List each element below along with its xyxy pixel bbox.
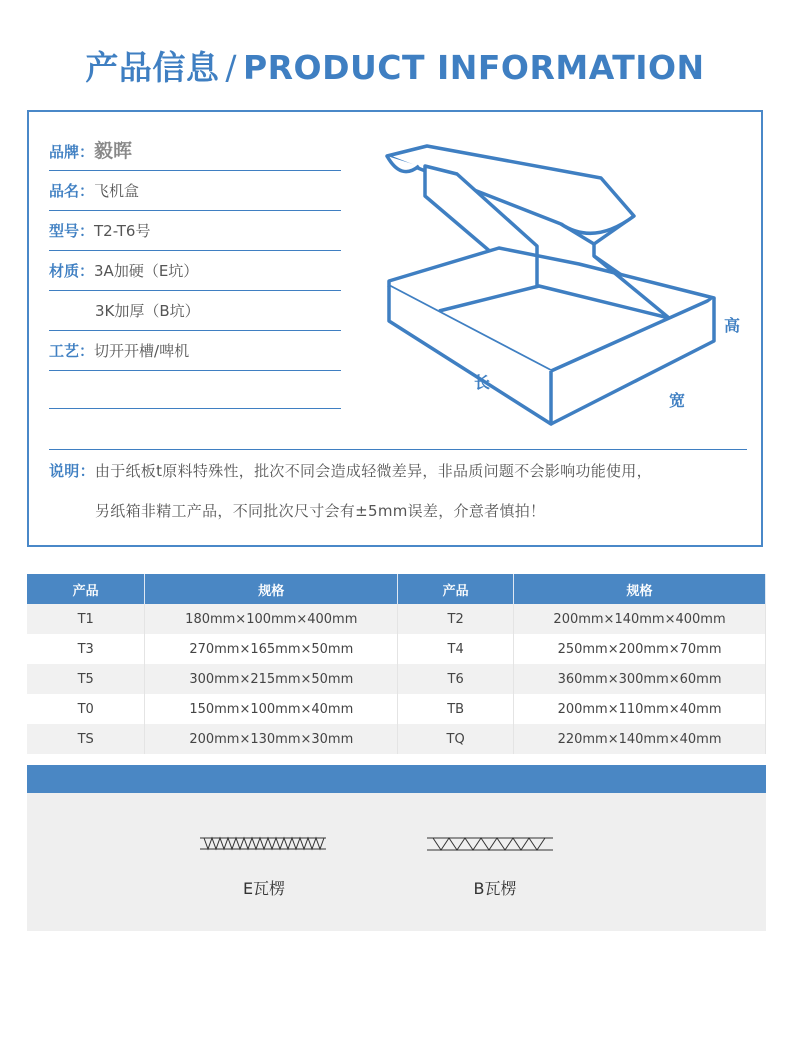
label-width: 宽 (669, 391, 686, 410)
note-text-1: 由于纸板t原料特殊性，批次不同会造成轻微差异，非品质问题不会影响功能使用， (94, 462, 652, 480)
table-row (27, 604, 766, 634)
cell-product: TQ (398, 724, 514, 754)
mailer-box-diagram (379, 136, 749, 426)
label-height: 高 (724, 316, 741, 335)
spec-table (27, 574, 766, 754)
field-material (49, 251, 341, 291)
box-outline (387, 146, 714, 424)
title-separator: / (225, 48, 237, 87)
table-row (27, 724, 766, 754)
cell-spec: 150mm×100mm×40mm (145, 694, 398, 724)
field-craft (49, 331, 341, 371)
cell-spec: 220mm×140mm×40mm (514, 724, 766, 754)
brand-value: 毅晖 (94, 140, 133, 162)
cell-spec: 200mm×110mm×40mm (514, 694, 766, 724)
cell-spec: 200mm×130mm×30mm (145, 724, 398, 754)
note-label: 说明： (49, 462, 95, 480)
corrugation-header-bar (27, 765, 766, 793)
title-en: PRODUCT INFORMATION (242, 48, 705, 87)
cell-product: T6 (398, 664, 514, 694)
cell-product: T5 (27, 664, 145, 694)
field-empty (49, 371, 341, 409)
spec-header-row (27, 574, 766, 604)
name-label: 品名： (49, 182, 95, 200)
note-text-2: 另纸箱非精工产品，不同批次尺寸会有±5mm误差，介意者慎拍！ (95, 502, 546, 520)
field-brand (49, 131, 341, 171)
field-material-2 (49, 291, 341, 331)
cell-spec: 200mm×140mm×400mm (514, 604, 766, 634)
b-flute-label: B瓦楞 (473, 879, 517, 898)
cell-product: TB (398, 694, 514, 724)
model-label: 型号： (49, 222, 95, 240)
note-divider (49, 449, 747, 450)
cell-product: TS (27, 724, 145, 754)
material-value-1: 3A加硬（E坑） (94, 262, 199, 280)
cell-spec: 270mm×165mm×50mm (145, 634, 398, 664)
header-product-1: 产品 (27, 574, 145, 604)
model-value: T2-T6号 (94, 222, 151, 240)
corrugation-panel (27, 793, 766, 931)
header-spec-2: 规格 (514, 574, 766, 604)
field-name (49, 171, 341, 211)
material-value-2: 3K加厚（B坑） (95, 302, 200, 320)
field-model (49, 211, 341, 251)
page-title (0, 42, 790, 89)
cell-product: T4 (398, 634, 514, 664)
note-line-1 (49, 460, 749, 481)
table-row (27, 664, 766, 694)
header-product-2: 产品 (398, 574, 514, 604)
craft-value: 切开开槽/啤机 (94, 342, 190, 360)
table-row (27, 634, 766, 664)
craft-label: 工艺： (49, 342, 95, 360)
cell-product: T1 (27, 604, 145, 634)
cell-spec: 360mm×300mm×60mm (514, 664, 766, 694)
cell-spec: 180mm×100mm×400mm (145, 604, 398, 634)
e-flute-label: E瓦楞 (242, 879, 286, 898)
name-value: 飞机盒 (94, 182, 140, 200)
label-length: 长 (474, 373, 491, 392)
cell-product: T3 (27, 634, 145, 664)
cell-spec: 250mm×200mm×70mm (514, 634, 766, 664)
table-row (27, 694, 766, 724)
cell-product: T2 (398, 604, 514, 634)
note-line-2 (49, 500, 790, 521)
header-spec-1: 规格 (145, 574, 398, 604)
product-info-panel (27, 110, 763, 547)
cell-spec: 300mm×215mm×50mm (145, 664, 398, 694)
material-label: 材质： (49, 262, 95, 280)
cell-product: T0 (27, 694, 145, 724)
brand-label: 品牌： (49, 143, 95, 161)
title-cn: 产品信息 (85, 48, 220, 87)
b-flute-icon (427, 835, 555, 855)
e-flute-icon (200, 835, 328, 855)
